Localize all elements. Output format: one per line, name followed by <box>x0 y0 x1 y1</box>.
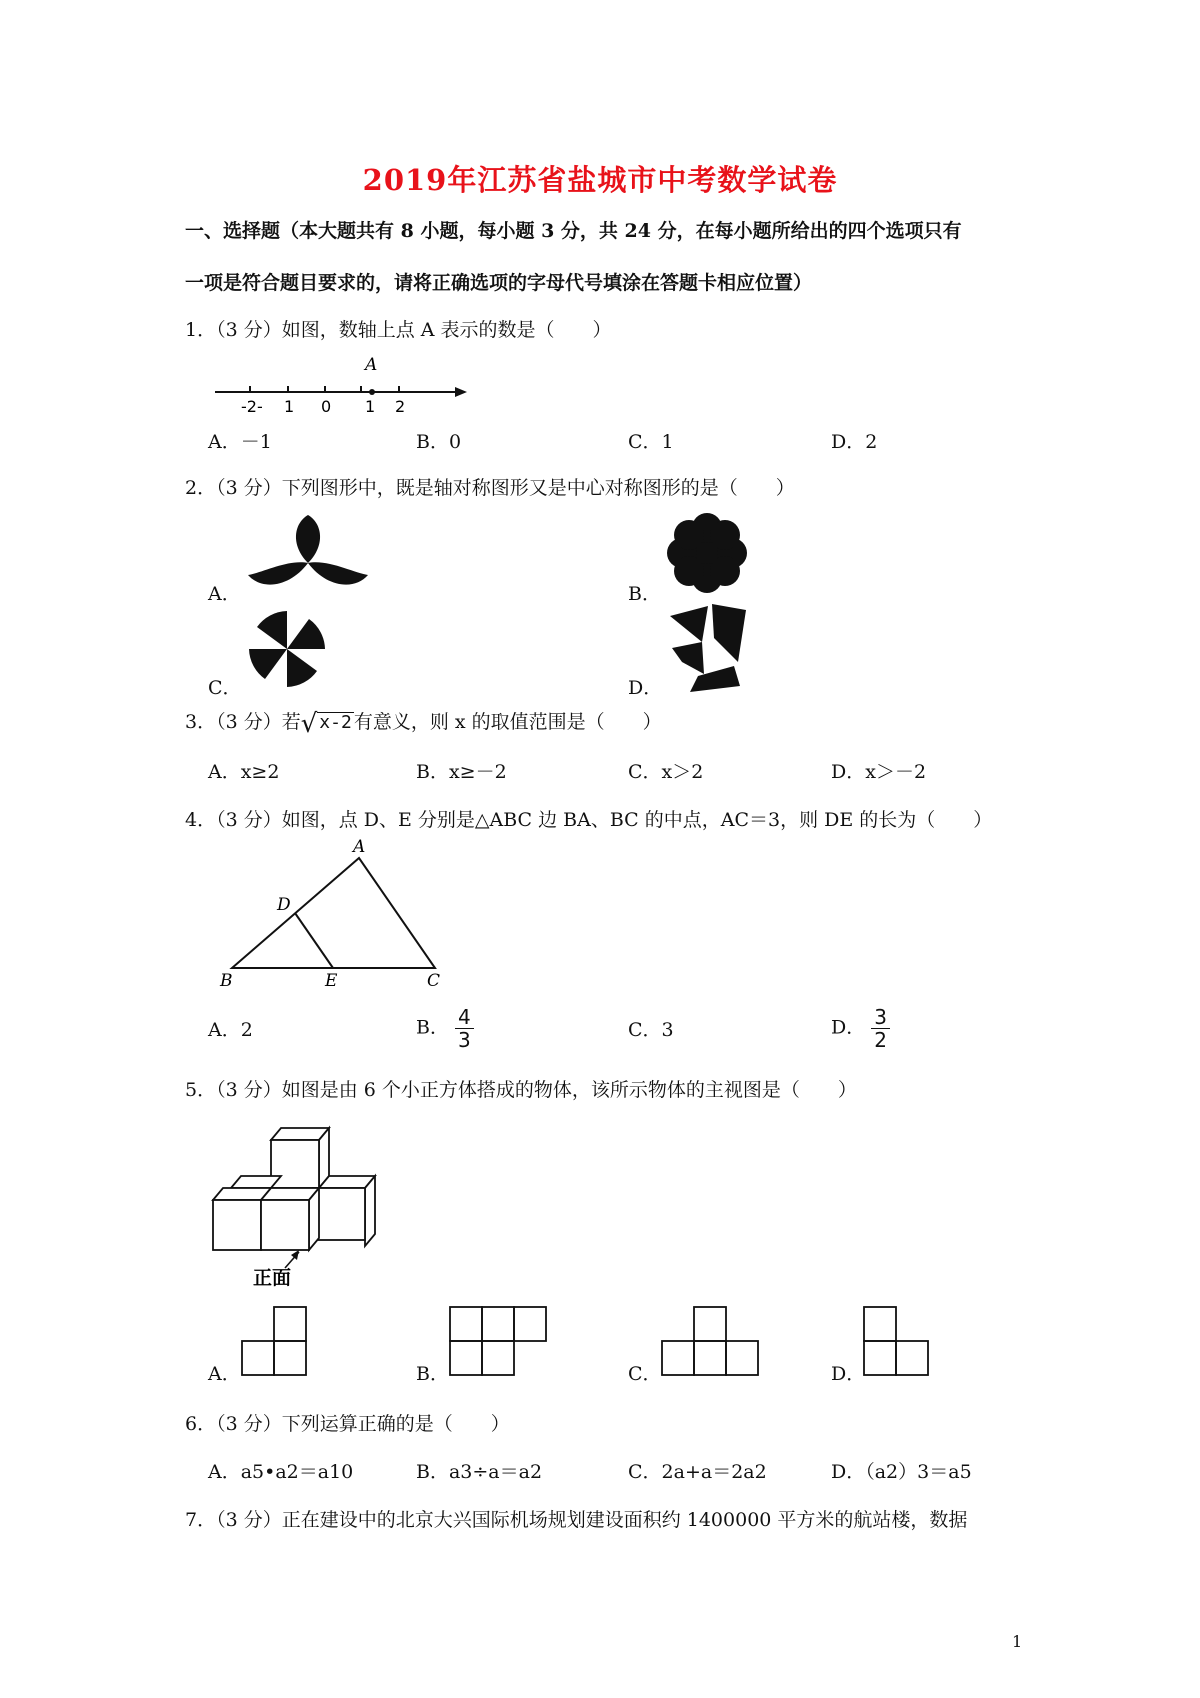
question-2-stem: 2．（3 分）下列图形中，既是轴对称图形又是中心对称图形的是（ ） <box>185 477 795 499</box>
q5-option-b: B． <box>416 1363 449 1385</box>
triangle-figure <box>215 837 455 991</box>
q4-option-c: C．3 <box>628 1019 674 1041</box>
question-5-stem: 5．（3 分）如图是由 6 个小正方体搭成的物体，该所示物体的主视图是（ ） <box>185 1079 857 1101</box>
cube-stack-figure <box>205 1120 385 1295</box>
point-d-label: D <box>277 895 291 915</box>
vertex-b-label: B <box>220 971 233 991</box>
q1-option-b: B．0 <box>416 431 462 453</box>
tick-label: 0 <box>321 397 332 416</box>
question-4-stem: 4．（3 分）如图，点 D、E 分别是△ABC 边 BA、BC 的中点，AC＝3，则 DE 的长为（ ） <box>185 809 993 831</box>
q3-option-a: A．x≥2 <box>208 761 280 783</box>
q1-option-a: A．－1 <box>208 431 272 453</box>
view-option-b <box>448 1305 558 1380</box>
vertex-c-label: C <box>427 971 441 991</box>
q3-option-c: C．x＞2 <box>628 761 704 783</box>
three-leaf-shape <box>248 515 368 595</box>
fraction-numerator: 3 <box>871 1006 890 1029</box>
q5-option-a: A． <box>208 1363 241 1385</box>
front-label: 正面 <box>253 1267 292 1289</box>
page-title: 2019年江苏省盐城市中考数学试卷 <box>362 163 838 197</box>
section-heading-line2: 一项是符合题目要求的，请将正确选项的字母代号填涂在答题卡相应位置） <box>185 272 813 294</box>
view-option-a <box>240 1305 315 1380</box>
q6-option-b: B．a3÷a＝a2 <box>416 1461 543 1483</box>
q2-option-d: D． <box>628 677 663 699</box>
q6-option-d: D．（a2）3＝a5 <box>831 1461 972 1483</box>
q6-option-c: C．2a+a＝2a2 <box>628 1461 767 1483</box>
q4-option-b-label: B． <box>416 1016 449 1039</box>
q2-option-c: C． <box>208 677 242 699</box>
number-line-figure <box>215 356 465 416</box>
section-heading-line1: 一、选择题（本大题共有 8 小题，每小题 3 分，共 24 分，在每小题所给出的四个选项只有 <box>185 220 962 242</box>
q1-option-c: C．1 <box>628 431 674 453</box>
q2-option-a: A． <box>208 583 241 605</box>
question-7-stem: 7．（3 分）正在建设中的北京大兴国际机场规划建设面积约 1400000 平方米的航站楼，数据 <box>185 1509 968 1531</box>
q3-option-b: B．x≥－2 <box>416 761 507 783</box>
fraction-four-thirds <box>455 1006 474 1051</box>
fraction-denominator: 3 <box>458 1028 471 1052</box>
fraction-denominator: 2 <box>874 1028 888 1052</box>
q3-option-d: D．x＞－2 <box>831 761 927 783</box>
question-6-stem: 6．（3 分）下列运算正确的是（ ） <box>185 1413 510 1435</box>
q5-option-c: C． <box>628 1363 662 1385</box>
q4-option-a: A．2 <box>208 1019 253 1041</box>
question-3-stem <box>185 709 662 739</box>
point-e-label: E <box>325 971 338 991</box>
q4-option-d-label: D． <box>831 1016 866 1039</box>
sqrt-radical-icon: √ <box>300 709 318 739</box>
question-1-stem: 1．（3 分）如图，数轴上点 A 表示的数是（ ） <box>185 319 612 341</box>
view-option-c <box>660 1305 770 1380</box>
view-option-d <box>862 1305 937 1380</box>
flower-shape <box>667 512 747 594</box>
q3-stem-prefix: 3．（3 分）若 <box>185 711 301 733</box>
q1-option-d: D．2 <box>831 431 878 453</box>
q5-option-d: D． <box>831 1363 866 1385</box>
tick-label: 1 <box>284 397 295 416</box>
fraction-three-halves <box>871 1006 890 1051</box>
tick-label: -2- <box>241 397 263 416</box>
q2-option-b: B． <box>628 583 661 605</box>
vertex-a-label: A <box>353 837 366 857</box>
q6-option-a: A．a5•a2＝a10 <box>208 1461 354 1483</box>
q3-sqrt-expression: x-2 <box>319 712 352 733</box>
tick-label: 2 <box>395 397 406 416</box>
q3-stem-suffix: 有意义，则 x 的取值范围是（ ） <box>353 711 662 733</box>
tangram-shape <box>668 604 748 692</box>
pinwheel-shape <box>247 609 327 689</box>
tick-label: 1 <box>365 397 376 416</box>
point-a-label: A <box>365 355 378 375</box>
page-number: 1 <box>1012 1632 1023 1651</box>
fraction-numerator: 4 <box>455 1006 474 1029</box>
q4-option-b <box>416 1006 474 1051</box>
q4-option-d <box>831 1006 890 1051</box>
